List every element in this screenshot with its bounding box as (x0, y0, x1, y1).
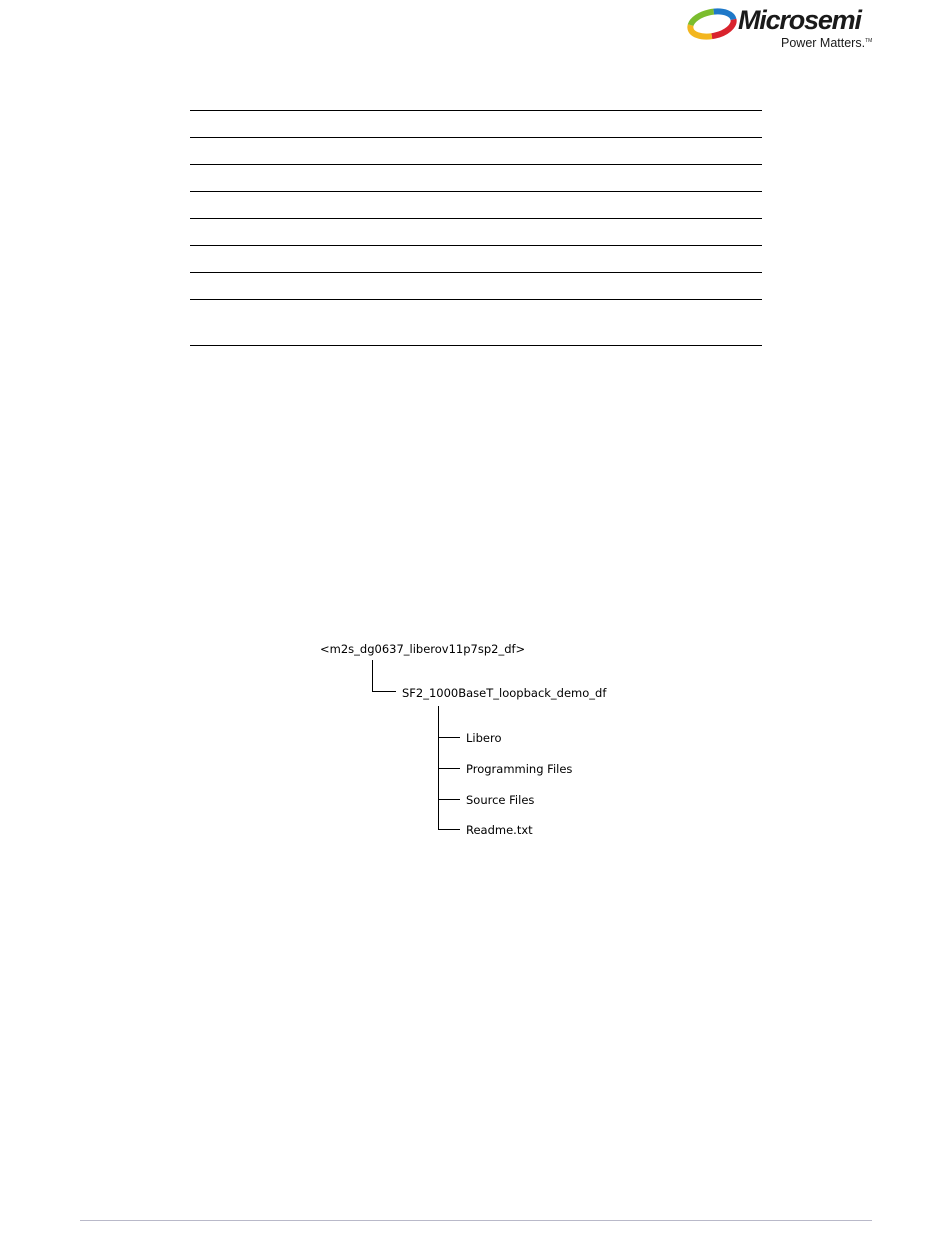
table-rule (190, 191, 762, 192)
tree-item-programming-files: Programming Files (466, 762, 573, 776)
logo-tagline-text: Power Matters. (781, 36, 866, 50)
table-rule (190, 299, 762, 300)
tree-item-readme: Readme.txt (466, 823, 533, 837)
table-rule (190, 245, 762, 246)
tree-connector (438, 829, 460, 830)
table-rule (190, 137, 762, 138)
tree-child-label: SF2_1000BaseT_loopback_demo_df (402, 686, 607, 700)
tree-connector (372, 691, 396, 692)
table-rule (190, 345, 762, 346)
logo-wordmark: Microsemi (738, 5, 861, 35)
tree-item-libero: Libero (466, 731, 502, 745)
tree-connector (438, 799, 460, 800)
tree-connector (438, 768, 460, 769)
trademark-mark: TM (865, 37, 873, 44)
table-rule (190, 110, 762, 111)
table-rule (190, 164, 762, 165)
ruled-table (190, 0, 762, 400)
tree-connector (438, 737, 460, 738)
logo-tagline (781, 36, 872, 50)
tree-item-source-files: Source Files (466, 793, 535, 807)
tree-root-label: <m2s_dg0637_liberov11p7sp2_df> (320, 642, 526, 656)
footer-rule (80, 1220, 872, 1221)
table-rule (190, 272, 762, 273)
tree-connector (372, 660, 373, 692)
table-rule (190, 218, 762, 219)
